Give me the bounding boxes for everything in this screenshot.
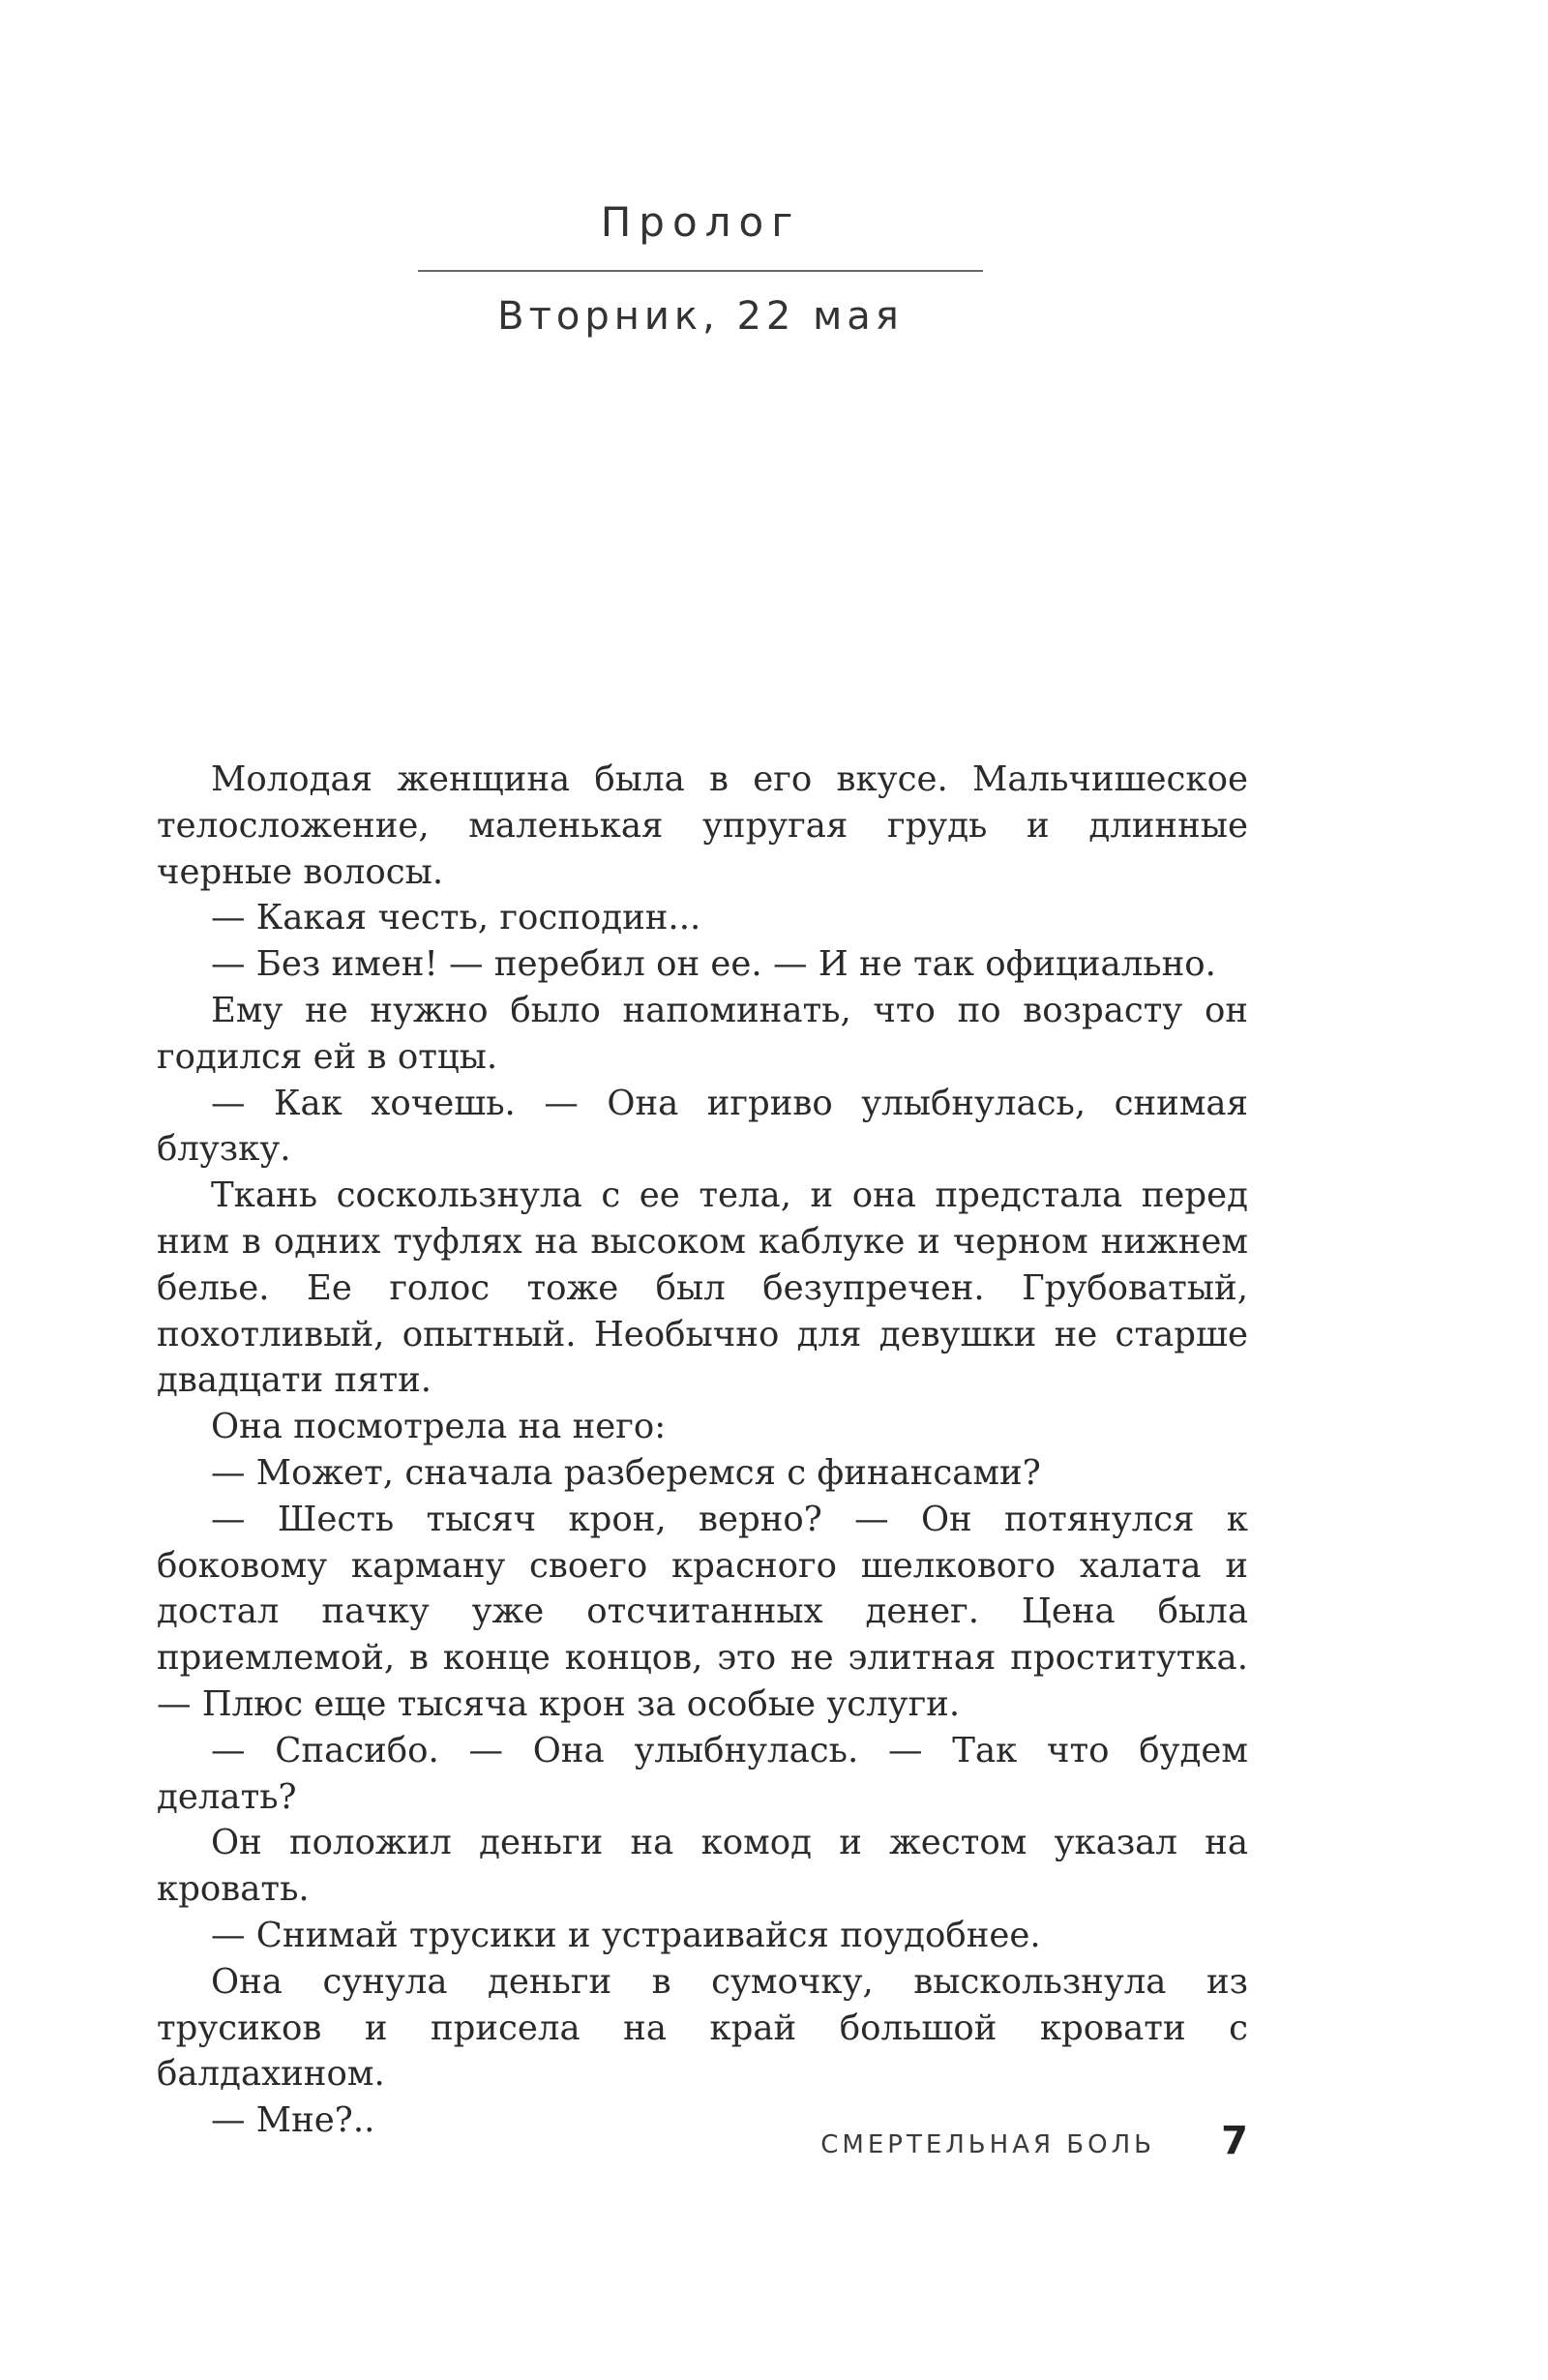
- paragraph: Ему не нужно было напоминать, что по возрасту он годился ей в отцы.: [157, 990, 1248, 1077]
- paragraph: Ткань соскользнула с ее тела, и она предстала перед ним в одних туфлях на высоком каблуке и черном нижнем белье. Ее голос тоже был безупречен. Грубоватый, похотливый, опытный. Необычно для девушки не старше двадцати пяти.: [157, 1175, 1248, 1401]
- paragraph: Он положил деньги на комод и жестом указал на кровать.: [157, 1823, 1248, 1910]
- paragraph: Она сунула деньги в сумочку, выскользнула из трусиков и присела на край большой кровати с балдахином.: [157, 1961, 1248, 2095]
- paragraph: Она посмотрела на него:: [211, 1407, 667, 1447]
- paragraph: — Снимай трусики и устраивайся поудобнее.: [211, 1915, 1041, 1955]
- chapter-date: Вторник, 22 мая: [497, 294, 904, 339]
- paragraph: — Мне?..: [211, 2100, 375, 2141]
- page-footer: [677, 2119, 1248, 2173]
- running-title: СМЕРТЕЛЬНАЯ БОЛЬ: [820, 2130, 1155, 2159]
- paragraph: — Без имен! — перебил он ее. — И не так официально.: [211, 944, 1216, 985]
- paragraph: — Как хочешь. — Она игриво улыбнулась, снимая блузку.: [157, 1083, 1248, 1170]
- paragraph: — Какая честь, господин...: [211, 898, 701, 938]
- title-divider: [418, 270, 983, 272]
- paragraph: — Спасибо. — Она улыбнулась. — Так что будем делать?: [157, 1730, 1248, 1817]
- chapter-title: Пролог: [600, 198, 801, 246]
- paragraph: Молодая женщина была в его вкусе. Мальчишеское телосложение, маленькая упругая грудь и длинные черные волосы.: [157, 759, 1248, 892]
- paragraph: — Шесть тысяч крон, верно? — Он потянулся к боковому карману своего красного шелкового халата и достал пачку уже отсчитанных денег. Цена была приемлемой, в конце концов, это не элитная проститутка. — Плюс еще тысяча крон за особые услуги.: [157, 1499, 1248, 1724]
- page-number: 7: [1221, 2119, 1248, 2163]
- body-text: [157, 757, 1248, 2144]
- paragraph: — Может, сначала разберемся с финансами?: [211, 1452, 1041, 1493]
